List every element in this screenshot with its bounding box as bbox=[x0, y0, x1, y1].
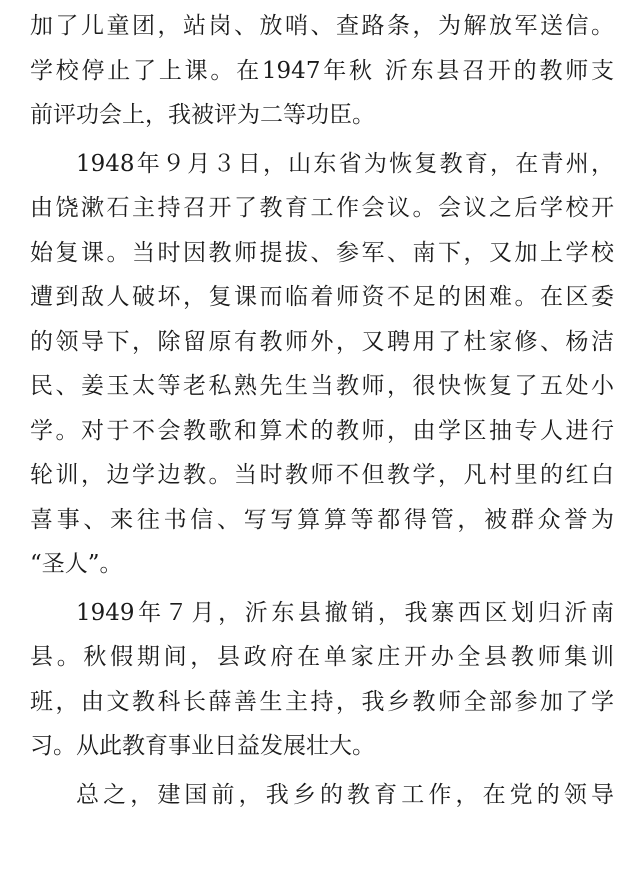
text-line: 县。秋假期间，县政府在单家庄开办全县教师集训 bbox=[30, 644, 614, 670]
text-line: 遭到敌人破坏，复课而临着师资不足的困难。在区委 bbox=[30, 284, 614, 310]
text-line: 前评功会上，我被评为二等功臣。 bbox=[30, 102, 375, 128]
text-line: 由饶漱石主持召开了教育工作会议。会议之后学校开 bbox=[30, 195, 614, 221]
paragraph-first-line: 1949年７月，沂东县撤销，我寨西区划归沂南 bbox=[76, 599, 614, 626]
text-line: “圣人”。 bbox=[30, 551, 123, 577]
text-line: 始复课。当时因教师提拔、参军、南下，又加上学校 bbox=[30, 239, 614, 266]
text-line: 的领导下，除留原有教师外，又聘用了杜家修、杨洁 bbox=[30, 328, 614, 355]
text-line: 学。对于不会教歌和算术的教师，由学区抽专人进行 bbox=[30, 417, 614, 444]
text-line: 学校停止了上课。在1947年秋 沂东县召开的教师支 bbox=[30, 57, 614, 84]
paragraph-first-line: 1948年９月３日，山东省为恢复教育，在青州， bbox=[76, 150, 614, 177]
paragraph-first-line: 总之，建国前，我乡的教育工作，在党的领导 bbox=[76, 781, 614, 808]
text-line: 习。从此教育事业日益发展壮大。 bbox=[30, 733, 375, 759]
text-line: 班，由文教科长薛善生主持，我乡教师全部参加了学 bbox=[30, 688, 614, 715]
text-line: 喜事、来往书信、写写算算等都得管，被群众誉为 bbox=[30, 506, 614, 533]
text-line: 加了儿童团，站岗、放哨、查路条，为解放军送信。 bbox=[30, 13, 614, 39]
body-text bbox=[30, 4, 614, 817]
text-line: 民、姜玉太等老私熟先生当教师，很快恢复了五处小 bbox=[30, 373, 614, 399]
text-line: 轮训，边学边教。当时教师不但教学，凡村里的红白 bbox=[30, 462, 614, 488]
